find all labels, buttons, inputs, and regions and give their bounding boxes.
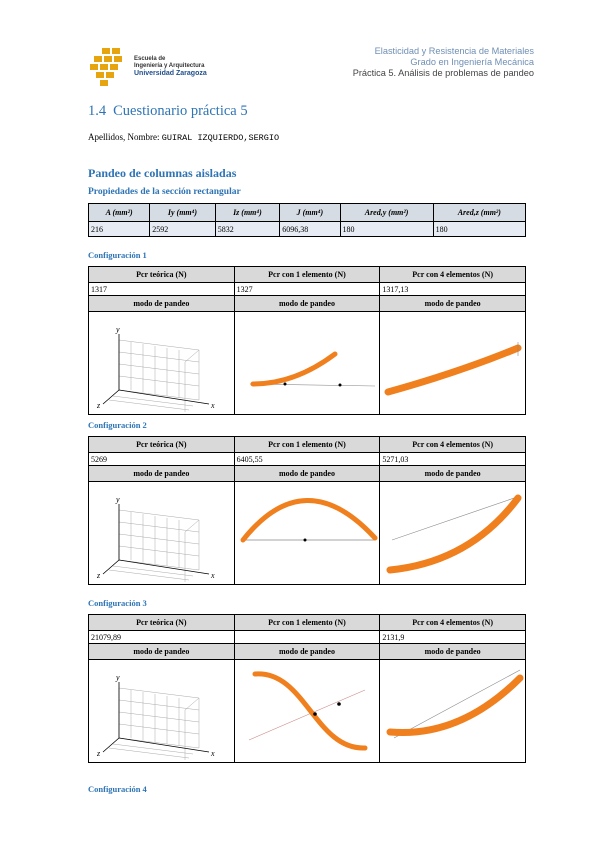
pcr-4-elements-header: Pcr con 4 elementos (N) (380, 615, 526, 631)
pcr-theoretical-value: 5269 (89, 453, 235, 466)
prop-value: 216 (89, 222, 150, 237)
prop-value: 180 (340, 222, 433, 237)
config-3-title: Configuración 3 (88, 598, 147, 608)
grid-3d-figure (89, 482, 233, 582)
config-4-title: Configuración 4 (88, 784, 147, 794)
mode-header: modo de pandeo (380, 644, 526, 660)
config-2-table (88, 436, 526, 585)
pcr-1-element-value: 6405,55 (234, 453, 380, 466)
axis-label-z: z (97, 749, 101, 758)
course-header (353, 46, 534, 79)
mode-header: modo de pandeo (234, 296, 380, 312)
pcr-theoretical-header: Pcr teórica (N) (89, 267, 235, 283)
mode-figure-4-elements (380, 312, 526, 415)
properties-heading: Propiedades de la sección rectangular (88, 187, 241, 197)
grid-3d-figure (89, 660, 233, 760)
config-3-table (88, 614, 526, 763)
axis-label-z: z (97, 401, 101, 410)
prop-header: Ared,y (mm²) (340, 204, 433, 222)
prop-value: 5832 (215, 222, 280, 237)
axis-label-y: y (116, 495, 120, 504)
course-title: Elasticidad y Resistencia de Materiales (374, 46, 534, 56)
axis-label-x: x (211, 571, 215, 580)
mode-header: modo de pandeo (234, 466, 380, 482)
config-1-table (88, 266, 526, 415)
pcr-4-elements-header: Pcr con 4 elementos (N) (380, 437, 526, 453)
pcr-theoretical-value: 21079,89 (89, 631, 235, 644)
pcr-1-element-value: 1327 (234, 283, 380, 296)
prop-header: Ared,z (mm²) (433, 204, 525, 222)
practice-title: Práctica 5. Análisis de problemas de pandeo (352, 68, 534, 78)
prop-value: 2592 (150, 222, 215, 237)
pcr-1-element-header: Pcr con 1 elemento (N) (234, 437, 380, 453)
pcr-1-element-header: Pcr con 1 elemento (N) (234, 267, 380, 283)
pcr-theoretical-value: 1317 (89, 283, 235, 296)
pcr-theoretical-header: Pcr teórica (N) (89, 437, 235, 453)
section-heading: 1.4 Cuestionario práctica 5 (88, 103, 248, 119)
prop-header: Iy (mm⁴) (150, 204, 215, 222)
subsection-heading: Pandeo de columnas aisladas (88, 166, 237, 180)
properties-table (88, 203, 526, 237)
mode-header: modo de pandeo (380, 466, 526, 482)
mode-figure-theoretical (89, 312, 235, 415)
mode-header: modo de pandeo (89, 466, 235, 482)
prop-value: 6096,38 (280, 222, 340, 237)
grid-3d-figure (89, 312, 233, 412)
pcr-4-elements-header: Pcr con 4 elementos (N) (380, 267, 526, 283)
mode-figure-theoretical (89, 482, 235, 585)
mode-figure-1-element (234, 482, 380, 585)
axis-label-x: x (211, 401, 215, 410)
config-1-title: Configuración 1 (88, 250, 147, 260)
mode-header: modo de pandeo (89, 644, 235, 660)
mode-header: modo de pandeo (380, 296, 526, 312)
prop-header: A (mm²) (89, 204, 150, 222)
axis-label-x: x (211, 749, 215, 758)
axis-label-y: y (116, 673, 120, 682)
prop-header: Iz (mm⁴) (215, 204, 280, 222)
config-2-title: Configuración 2 (88, 420, 147, 430)
mode-header: modo de pandeo (89, 296, 235, 312)
axis-label-z: z (97, 571, 101, 580)
mode-figure-theoretical (89, 660, 235, 763)
mode-figure-4-elements (380, 660, 526, 763)
author-line: Apellidos, Nombre: GUIRAL IZQUIERDO,SERGIO (88, 132, 280, 143)
pcr-theoretical-header: Pcr teórica (N) (89, 615, 235, 631)
pcr-4-elements-value: 2131,9 (380, 631, 526, 644)
prop-value: 180 (433, 222, 525, 237)
prop-header: J (mm⁴) (280, 204, 340, 222)
mode-figure-1-element (234, 312, 380, 415)
mode-header: modo de pandeo (234, 644, 380, 660)
pcr-1-element-header: Pcr con 1 elemento (N) (234, 615, 380, 631)
school-name: Escuela de Ingeniería y Arquitectura Universidad Zaragoza (134, 56, 207, 78)
axis-label-y: y (116, 325, 120, 334)
degree-title: Grado en Ingeniería Mecánica (410, 57, 534, 67)
pcr-4-elements-value: 1317,13 (380, 283, 526, 296)
pcr-4-elements-value: 5271,03 (380, 453, 526, 466)
pcr-1-element-value (234, 631, 380, 644)
mode-figure-1-element (234, 660, 380, 763)
mode-figure-4-elements (380, 482, 526, 585)
